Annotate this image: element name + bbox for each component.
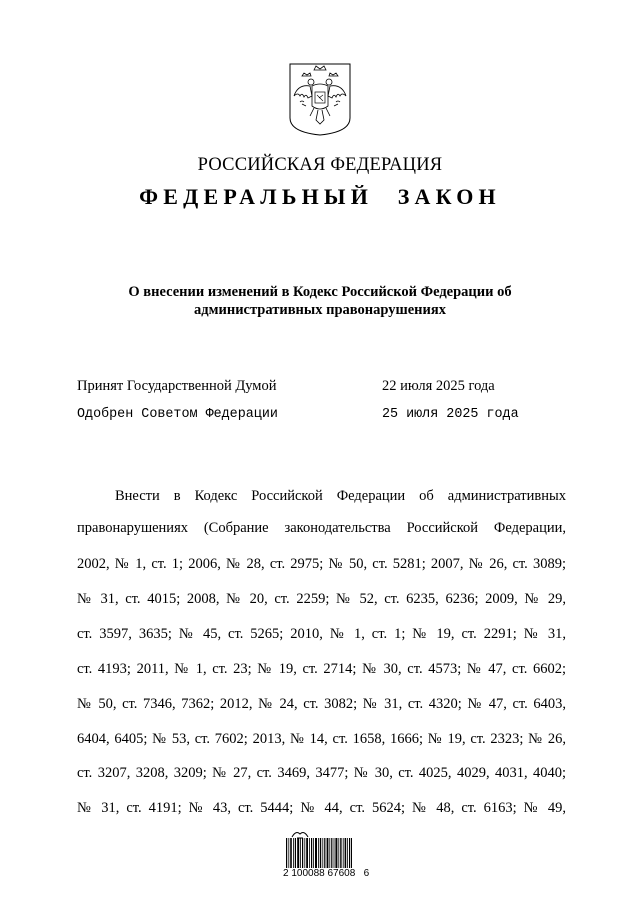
council-approval-date: 25 июля 2025 года: [382, 407, 519, 422]
council-approval-label: Одобрен Советом Федерации: [77, 407, 278, 422]
coat-of-arms-icon: [288, 62, 352, 136]
body-line: ст. 4193; 2011, № 1, ст. 23; № 19, ст. 2714; № 30, ст. 4573; № 47, ст. 6602;: [77, 661, 566, 677]
law-title-line-1: О внесении изменений в Кодекс Российской Федерации об: [128, 284, 512, 300]
document-type-heading: ФЕДЕРАЛЬНЫЙ ЗАКОН: [139, 184, 501, 209]
law-title: [80, 283, 560, 319]
body-line: № 31, ст. 4015; 2008, № 20, ст. 2259; № 52, ст. 6235, 6236; 2009, № 29,: [77, 591, 566, 607]
body-line: № 50, ст. 7346, 7362; 2012, № 24, ст. 3082; № 31, ст. 4320; № 47, ст. 6403,: [77, 696, 566, 712]
barcode-icon: [286, 838, 352, 868]
duma-adoption-label: Принят Государственной Думой: [77, 378, 277, 394]
body-line: Внести в Кодекс Российской Федерации об административных: [115, 488, 566, 504]
body-line: 6404, 6405; № 53, ст. 7602; 2013, № 14, ст. 1658, 1666; № 19, ст. 2323; № 26,: [77, 731, 566, 747]
barcode-number: 2 100088 67608 6: [283, 868, 370, 879]
body-line: ст. 3207, 3208, 3209; № 27, ст. 3469, 3477; № 30, ст. 4025, 4029, 4031, 4040;: [77, 765, 566, 781]
body-line: ст. 3597, 3635; № 45, ст. 5265; 2010, № 1, ст. 1; № 19, ст. 2291; № 31,: [77, 626, 566, 642]
law-title-line-2: административных правонарушениях: [194, 302, 446, 318]
duma-adoption-date: 22 июля 2025 года: [382, 378, 495, 394]
body-line: правонарушениях (Собрание законодательства Российской Федерации,: [77, 520, 566, 536]
country-heading: РОССИЙСКАЯ ФЕДЕРАЦИЯ: [197, 155, 443, 175]
body-line: № 31, ст. 4191; № 43, ст. 5444; № 44, ст. 5624; № 48, ст. 6163; № 49,: [77, 800, 566, 816]
body-line: 2002, № 1, ст. 1; 2006, № 28, ст. 2975; № 50, ст. 5281; 2007, № 26, ст. 3089;: [77, 556, 566, 572]
